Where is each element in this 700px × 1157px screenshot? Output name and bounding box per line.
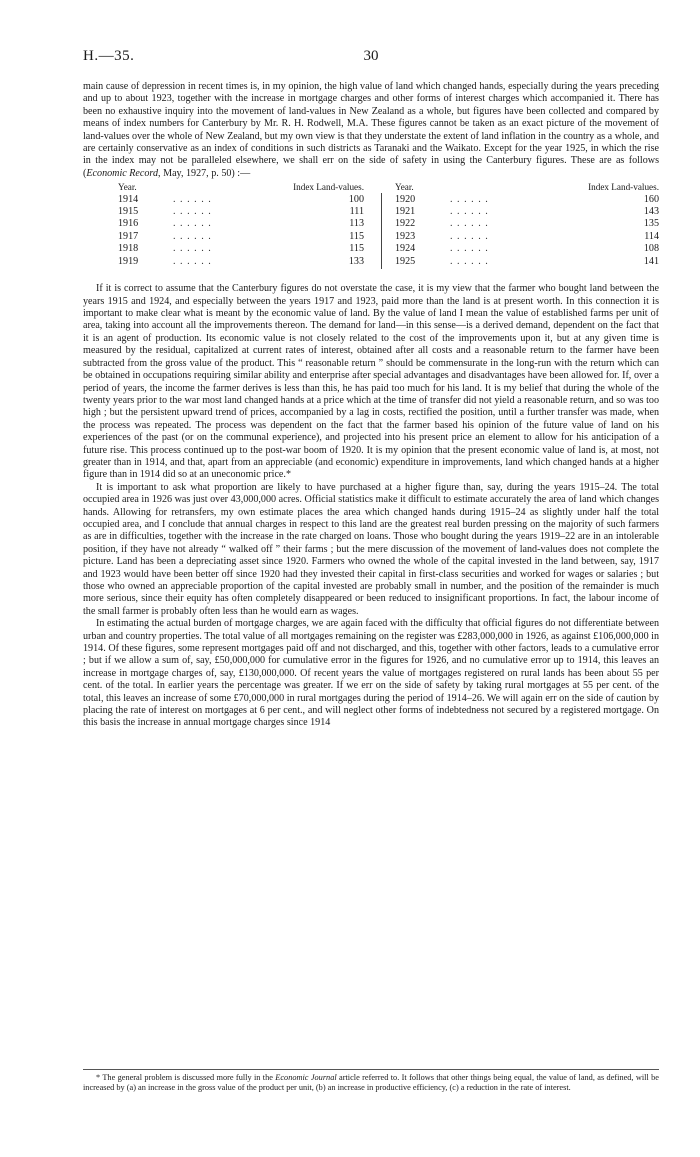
table-row: 1915 . . . . . . 111 — [118, 206, 364, 218]
table-row: 1920 . . . . . . 160 — [395, 193, 659, 205]
table-divider — [381, 193, 382, 269]
table-column-right — [395, 181, 659, 268]
footnote — [83, 1069, 659, 1093]
index-header: Index Land-values. — [588, 182, 659, 193]
table-row: 1924 . . . . . . 108 — [395, 243, 659, 255]
paragraph-1: main cause of depression in recent times is, in my opinion, the high value of land which changed hands, especially during the years preceding and up to about 1923, together with the increase in mortgage charges and other forms of interest charges which accompanied it. There has been no exhaustive inquiry into the movement of land-values in New Zealand as a whole, but figures have been collected and compared by means of index numbers for Canterbury by Mr. R. H. Rodwell, M.A. These figures cannot be taken as an exact picture of the movement of land-values over the whole of New Zealand, but my own view is that they understate the extent of land inflation in the country as a whole, and are certainly conservative as an index of conditions in such districts as Taranaki and the Waikato. Except for the year 1925, in which the rise in the index may not be paralleled elsewhere, we shall err on the side of safety in using the Canterbury figures. These are as follows (Economic Record, May, 1927, p. 50) :— — [83, 81, 659, 179]
journal-title: Economic Journal — [275, 1073, 337, 1082]
year-header: Year. — [118, 182, 137, 193]
table-row: 1923 . . . . . . 114 — [395, 230, 659, 242]
table-row: 1925 . . . . . . 141 — [395, 255, 659, 267]
index-header: Index Land-values. — [293, 182, 364, 193]
paragraph-3: It is important to ask what proportion are likely to have purchased at a higher figure than, say, during the years 1915–24. The total occupied area in 1926 was just over 43,000,000 acres. Official statistics make it difficult to estimate accurately the area of land which changes hands. Allowing for retransfers, my own estimate places the area which changed hands during 1915–24 as slightly under half the total occupied area, and I conclude that annual charges in respect to this land are the greatest real burden pressing on the majority of such farmers as are in difficulties, together with the increase in the rate charged on loans. Those who bought during the years 1919–22 are in an intolerable position, if they have not already “ walked off ” their farms ; but the mere discussion of the movement of land-values does not complete the picture. Land has been a depreciating asset since 1920. Farmers who owned the whole of the capital invested in the land between, say, 1917 and 1923 would have been better off since 1920 had they invested their capital in first-class securities and worked for wages or salaries ; but those who owned an appreciable proportion of the capital invested are probably small in number, and the position of the remainder is much more serious, since their equity has often completely disappeared or been reduced to insignificant proportions. In fact, the labour income of the small farmer is probably often less than he would earn as wages. — [83, 481, 659, 617]
citation-title: Economic Record — [86, 167, 159, 179]
table-row: 1917 . . . . . . 115 — [118, 230, 364, 242]
page-header — [83, 48, 659, 68]
table-row: 1918 . . . . . . 115 — [118, 243, 364, 255]
footnote-text: * The general problem is discussed more fully in the Economic Journal article referred to. It follows that other things being equal, the value of land, as defined, will be increased by (a) an increase in the gross value of the product per unit, (b) an increase in productive efficiency, (c) a reduction in the rate of interest. — [83, 1073, 659, 1093]
table-row: 1914 . . . . . . 100 — [118, 193, 364, 205]
paragraph-4: In estimating the actual burden of mortgage charges, we are again faced with the difficulty that official figures do not differentiate between urban and country properties. The total value of all mortgages remaining on the register was £283,000,000 in 1926, as against £106,000,000 in 1914. Of these figures, some represent mortgages paid off and not discharged, and this, together with other factors, leads to a cumulative error ; but if we allow a sum of, say, £50,000,000 for cumulative error in the figures for 1926, and no cumulative error up to 1914, this leaves an increase in mortgage charges of, say, £130,000,000. Of recent years the value of mortgages registered on rural lands has been about 55 per cent. of the total. In earlier years the percentage was greater. If we err on the side of safety by taking rural mortgages at 55 per cent. of the total, this leaves an increase of some £70,000,000 in rural mortgages during the period of 1914–26. We will again err on the side of caution by placing the rate of interest on mortgages at 6 per cent., and will neglect other forms of indebtedness not secured by a registered mortgage. On this basis the increase in annual mortgage charges since 1914 — [83, 618, 659, 729]
paragraph-2: If it is correct to assume that the Canterbury figures do not overstate the case, it is my view that the farmer who bought land between the years 1915 and 1924, and especially between the years 1917 and 1923, paid more than the land is at present worth. In this connection it is important to make clear what is meant by the economic value of land. By the value of land I mean the value of established farms per unit of area, taking into account all the improvements thereon. The demand for land—in this sense—is a derived demand, dependent on the fact that it is an agent of production. Its economic value is not closely related to the cost of the improvements upon it, but at any given time is measured by the residual, capitalized at current rates of interest, obtained after all costs and a reasonable return to the farmer have been subtracted from the gross value of the product. This “ reasonable return ” should be commensurate in the long-run with the return which can be obtained in occupations requiring similar ability and enterprise after special advantages and disadvantages have been allowed for. If, over a period of years, the income the farmer derives is less than this, he has paid too much for his land. It is my belief that during the whole of the twenty years prior to the war most land changed hands at a price which at the time of transfer did not yield a reasonable return, and so was too high ; but the persistent upward trend of prices, accompanied by a lag in costs, rectified the position, until a further transfer was made, when the process was repeated. The process was dependent on the fact that the farmer based his opinion of the future value of land on his experiences of the past (or on the communal experience), and projected into his present price an element to allow for his anticipation of a future rise. This process continued up to the post-war boom of 1920. It is my opinion that the present economic value of land is, at most, not greater than in 1914, and that, apart from an appreciable (and economic) expenditure in improvements, land which changed hands at a higher figure than in 1914 did so at an uneconomic price.* — [83, 283, 659, 481]
year-header: Year. — [395, 182, 414, 193]
table-header-right — [395, 181, 659, 193]
table-row: 1916 . . . . . . 113 — [118, 218, 364, 230]
table-row: 1922 . . . . . . 135 — [395, 218, 659, 230]
table-row: 1919 . . . . . . 133 — [118, 255, 364, 267]
land-values-table — [83, 181, 659, 273]
table-row: 1921 . . . . . . 143 — [395, 206, 659, 218]
table-header-left — [118, 181, 364, 193]
body-text — [83, 81, 659, 730]
document-reference: H.—35. — [83, 48, 135, 64]
page-number: 30 — [363, 48, 379, 64]
table-column-left — [118, 181, 364, 268]
